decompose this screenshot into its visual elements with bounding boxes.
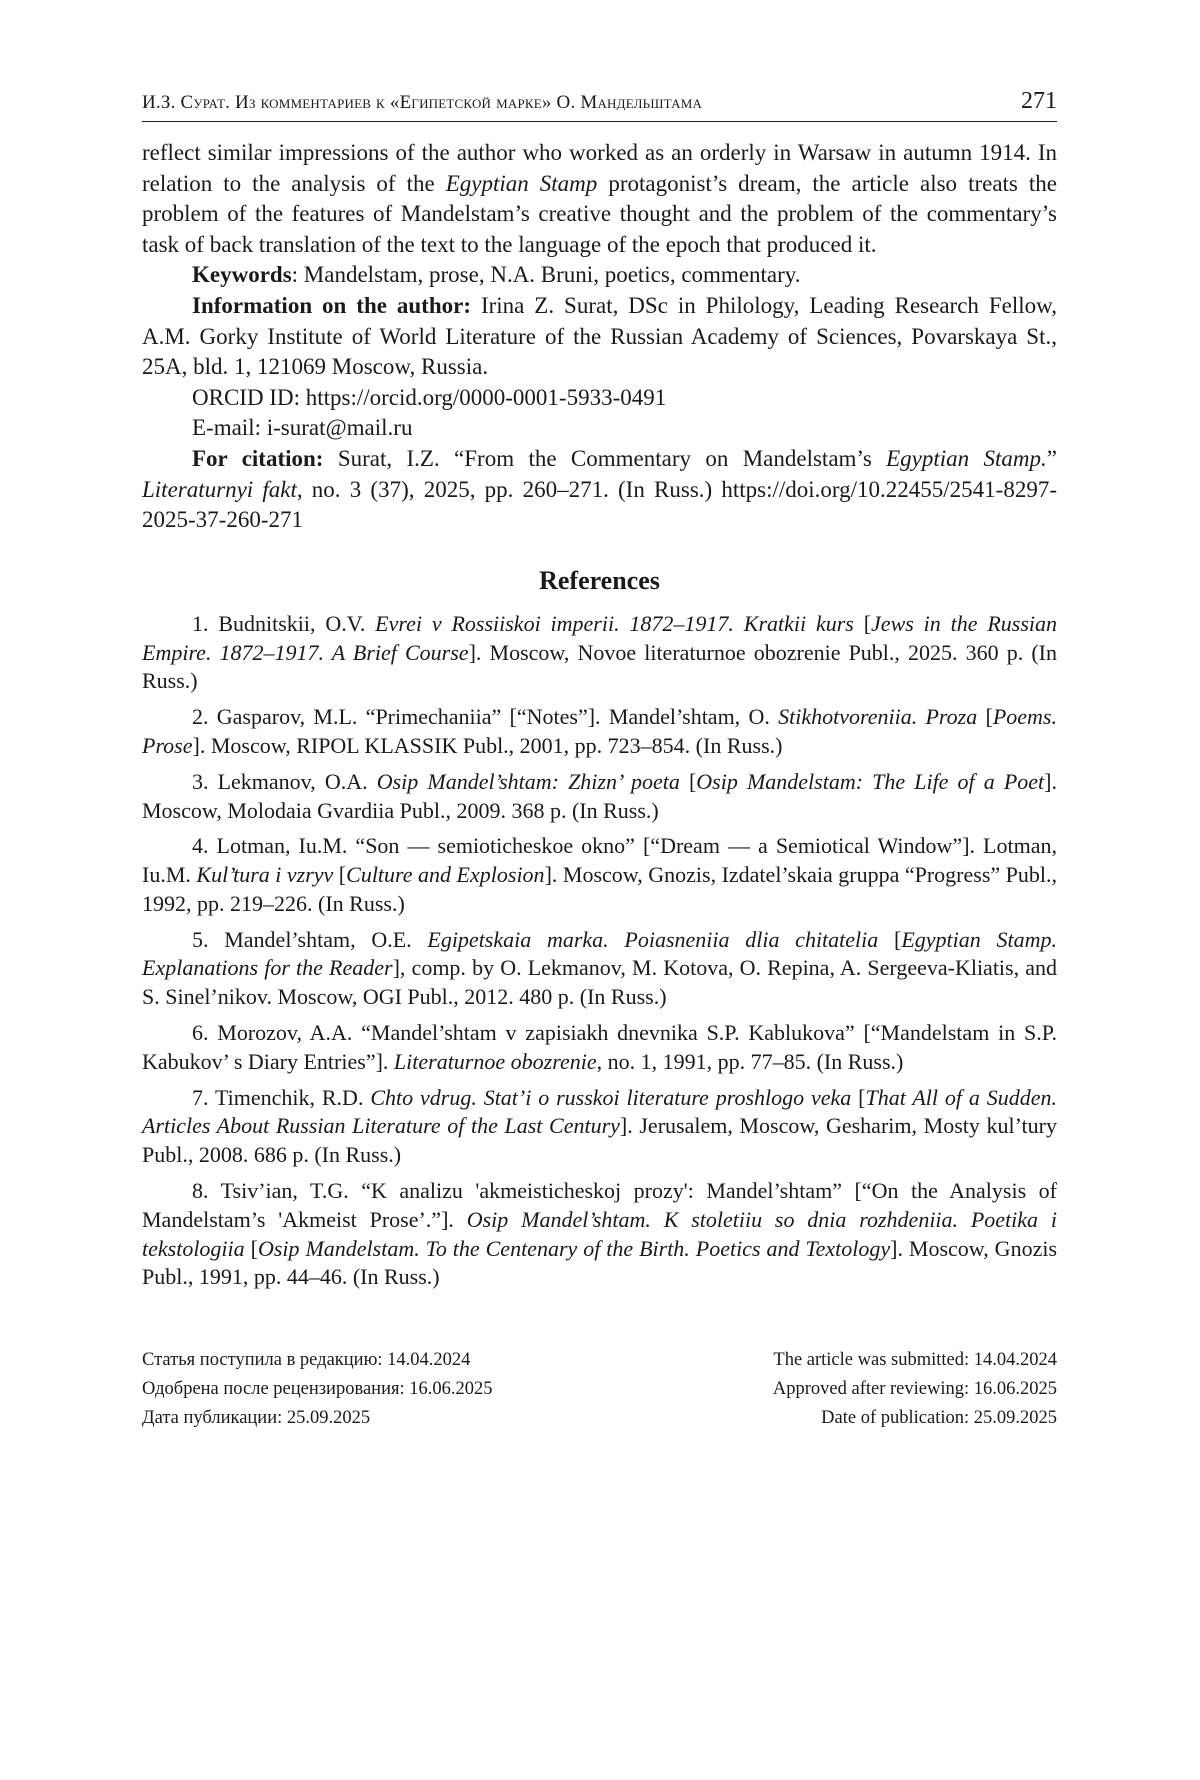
citation-line: For citation: Surat, I.Z. “From the Commentary on Mandelstam’s Egyptian Stamp.” Literaturnyi fakt, no. 3 (37), 2025, pp. 260–271. (In Russ.) https://doi.org/10.22455/2541-8297-2025-37-260-271 bbox=[142, 445, 1057, 533]
keywords-value: : Mandelstam, prose, N.A. Bruni, poetics, commentary. bbox=[291, 262, 801, 288]
dates-russian bbox=[142, 1346, 493, 1433]
email-line: E-mail: i-surat@mail.ru bbox=[192, 415, 413, 441]
date-approved-en: Approved after reviewing: 16.06.2025 bbox=[772, 1379, 1057, 1400]
author-label: Information on the author: bbox=[192, 292, 471, 318]
author-info bbox=[142, 291, 1057, 383]
references-heading: References bbox=[539, 565, 660, 595]
date-published-ru: Дата публикации: 25.09.2025 bbox=[142, 1408, 371, 1429]
reference-item: 1. Budnitskii, O.V. Evrei v Rossiiskoi imperii. 1872–1917. Kratkii kurs [Jews in the Russian Empire. 1872–1917. A Brief Course]. Moscow, Novoe literaturnoe obozrenie Publ., 2025. 360 p. (In Russ.) bbox=[142, 610, 1058, 694]
reference-item: 6. Morozov, A.A. “Mandel’shtam v zapisiakh dnevnika S.P. Kablukova” [“Mandelstam in S.P. Kabukov’ s Diary Entries”]. Literaturnoe obozrenie, no. 1, 1991, pp. 77–85. (In Russ.) bbox=[142, 1020, 1057, 1074]
date-submitted-ru: Статья поступила в редакцию: 14.04.2024 bbox=[142, 1350, 471, 1371]
dates-english bbox=[773, 1346, 1057, 1433]
keywords-label: Keywords bbox=[192, 262, 292, 288]
reference-item: 2. Gasparov, M.L. “Primechaniia” [“Notes”]. Mandel’shtam, O. Stikhotvoreniia. Proza [Poems. Prose]. Moscow, RIPOL KLASSIK Publ., 2001, pp. 723–854. (In Russ.) bbox=[142, 704, 1057, 758]
reference-item: 3. Lekmanov, O.A. Osip Mandel’shtam: Zhizn’ poeta [Osip Mandelstam: The Life of a Poet]. Moscow, Molodaia Gvardiia Publ., 2009. 368 p. (In Russ.) bbox=[142, 768, 1057, 823]
date-approved-ru: Одобрена после рецензирования: 16.06.2025 bbox=[142, 1379, 493, 1400]
running-title: И.З. Сурат. Из комментариев к «Египетской марке» О. Мандельштама bbox=[142, 92, 703, 113]
orcid-line: ORCID ID: https://orcid.org/0000-0001-5933-0491 bbox=[192, 384, 667, 410]
abstract-italic: Egyptian Stamp bbox=[445, 170, 598, 196]
abstract-continuation: reflect similar impressions of the author who worked as an orderly in Warsaw in autumn 1914. In relation to the analysis of the Egyptian Stamp protagonist’s dream, the article also treats the problem of the features of Mandelstam’s creative thought and the problem of the commentary’s task of back translation of the text to the language of the epoch that produced it. bbox=[142, 140, 1058, 257]
reference-item: 4. Lotman, Iu.M. “Son — semioticheskoe okno” [“Dream — a Semiotical Window”]. Lotman, Iu.M. Kul’tura i vzryv [Culture and Explosion]. Moscow, Gnozis, Izdatel’skaia gruppa “Progress” Publ., 1992, pp. 219–226. (In Russ.) bbox=[142, 833, 1058, 916]
date-published-en: Date of publication: 25.09.2025 bbox=[821, 1408, 1057, 1429]
date-submitted-en: The article was submitted: 14.04.2024 bbox=[773, 1350, 1057, 1371]
references-list bbox=[142, 610, 1057, 1293]
author-value: Irina Z. Surat, DSc in Philology, Leading Research Fellow, A.M. Gorky Institute of World Literature of the Russian Academy of Sciences, Povarskaya St., 25A, bld. 1, 121069 Moscow, Russia. bbox=[142, 292, 1057, 380]
running-header bbox=[142, 88, 1057, 122]
journal-page bbox=[142, 88, 1057, 1433]
page-number: 271 bbox=[1021, 88, 1057, 114]
reference-item: 5. Mandel’shtam, O.E. Egipetskaia marka. Poiasneniia dlia chitatelia [Egyptian Stamp. Explanations for the Reader], comp. by O. Lekmanov, M. Kotova, O. Repina, A. Sergeeva-Kliatis, and S. Sinel’nikov. Moscow, OGI Publ., 2012. 480 p. (In Russ.) bbox=[142, 926, 1058, 1010]
abstract-block bbox=[142, 138, 1057, 536]
keywords-line bbox=[142, 260, 1057, 291]
article-dates bbox=[142, 1346, 1057, 1433]
reference-item: 8. Tsiv’ian, T.G. “K analizu 'akmeisticheskoj prozy': Mandel’shtam” [“On the Analysis of Mandelstam’s 'Akmeist Prose’.”]. Osip Mandel’shtam. K stoletiiu so dnia rozhdeniia. Poetika i tekstologiia [Osip Mandelstam. To the Centenary of the Birth. Poetics and Textology]. Moscow, Gnozis Publ., 1991, pp. 44–46. (In Russ.) bbox=[142, 1178, 1058, 1290]
citation-label: For citation: bbox=[192, 445, 324, 471]
reference-item: 7. Timenchik, R.D. Chto vdrug. Stat’i o russkoi literature proshlogo veka [That All of a Sudden. Articles About Russian Literature of the Last Century]. Jerusalem, Moscow, Gesharim, Mosty kul’tury Publ., 2008. 686 p. (In Russ.) bbox=[142, 1084, 1057, 1168]
